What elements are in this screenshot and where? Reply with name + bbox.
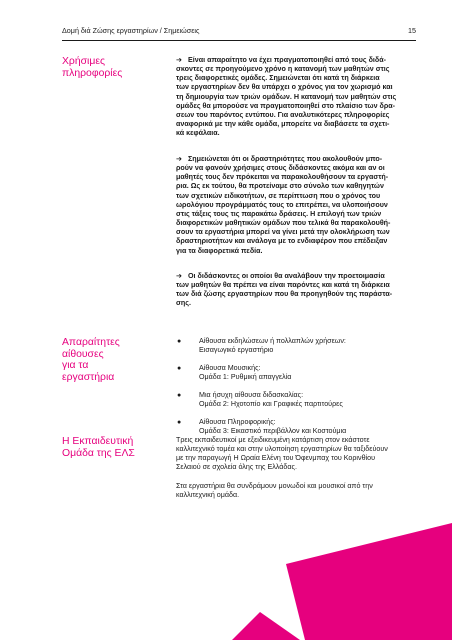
label-line: πληροφορίες: [62, 67, 123, 79]
arrow-right-icon: ➔: [176, 272, 182, 280]
para-line: των διά ζώσης εργαστηρίων που θα προηγηθούν της παράστα-: [176, 290, 393, 299]
label-line: Χρήσιμες: [62, 56, 105, 67]
para-line: Τρεις εκπαιδευτικοί με εξειδικευμένη κατάρτιση στον εκάστοτε: [176, 436, 370, 444]
para-line: καλλιτεχνικό τομέα και στην υλοποίηση εργαστηρίων θα ταξιδεύουν: [176, 445, 388, 454]
room-detail: Ομάδα 3: Εικαστικό περιβάλλον και Κοστούμια: [199, 427, 347, 436]
para-line: σκοντες σε προηγούμενο χρόνο η κατανομή των μαθητών στις: [176, 65, 390, 74]
magenta-shape-right: [286, 523, 452, 640]
arrow-right-icon: ➔: [176, 155, 182, 163]
para-line: των μαθητών θα πρέπει να είναι παρόντες και κατά τη διάρκεια: [176, 281, 390, 290]
para-line: σουν τα εργαστήρια μπορεί να γίνει μετά την ολοκλήρωση των: [176, 228, 390, 237]
bullet-icon: ●: [177, 392, 182, 399]
bullet-icon: ●: [177, 365, 182, 372]
room-detail: Εισαγωγικό εργαστήριο: [199, 346, 274, 355]
bullet-icon: ●: [177, 338, 182, 345]
room-detail: Ομάδα 2: Ηχοτοπίο και Γραφικές παρτιτούρες: [199, 400, 343, 409]
para-line: ρούν να φανούν χρήσιμες στους διδάσκοντες ακόμα και αν οι: [176, 164, 385, 173]
page-number: 15: [408, 26, 416, 35]
room-detail: Ομάδα 1: Ρυθμική απαγγελία: [199, 373, 292, 382]
label-line: Απαραίτητες: [62, 337, 120, 348]
label-line: για τα: [62, 360, 89, 372]
room-title: Αίθουσα εκδηλώσεων ή πολλαπλών χρήσεων:: [199, 337, 346, 345]
para-line: αναφορικά με την κάθε ομάδα, μπορείτε να διαβάσετε τα σχετι-: [176, 120, 390, 129]
para-line: σης.: [176, 299, 191, 308]
label-line: αίθουσες: [62, 348, 104, 360]
para-line: των σχετικών ειδικοτήτων, σε περίπτωση που ο χρόνος του: [176, 191, 381, 200]
para-line: καλλιτεχνική ομάδα.: [176, 491, 240, 500]
para-line: για τα διαφορετικά πεδία.: [176, 246, 263, 255]
para-line: δραστηριοτήτων και ανάλογα με το ενδιαφέρον που επέδειξαν: [176, 237, 388, 246]
para-line: ομάδες θα μπορούσε να πραγματοποιηθεί στο πλαίσιο των δρα-: [176, 101, 396, 110]
label-line: εργαστήρια: [62, 371, 115, 383]
label-line: Η Εκπαιδευτική: [62, 436, 134, 447]
para-line: Σελαιού σε σχολεία όλης της Ελλάδας.: [176, 463, 297, 472]
para-line: τη δημιουργία των τριών ομάδων. Η κατανομή των μαθητών στις: [176, 92, 397, 101]
para-line: μαθητές τους δεν πρόκειται να παρακολουθήσουν τα εργαστή-: [176, 173, 389, 182]
para-line: ➔ Σημειώνεται ότι οι δραστηριότητες που ακολουθούν μπο-: [176, 155, 383, 163]
label-line: Ομάδα της ΕΛΣ: [62, 447, 135, 459]
room-title: Αίθουσα Μουσικής:: [199, 364, 261, 372]
para-line: στις τάξεις τους τις παρακάτω δράσεις. Η επιλογή των τριών: [176, 209, 382, 218]
para-line: των εργαστηρίων δεν θα υπάρχει ο χρόνος για τον χωρισμό και: [176, 83, 393, 92]
magenta-shape-small: [232, 612, 300, 640]
para-line: ➔ Είναι απαραίτητο να έχει πραγματοποιηθεί από τους διδά-: [176, 56, 386, 64]
document-title: Δομή διά Ζώσης εργαστηρίων / Σημειώσεις: [62, 26, 200, 35]
para-line: ➔ Οι διδάσκοντες οι οποίοι θα αναλάβουν την προετοιμασία: [176, 272, 385, 280]
room-title: Αίθουσα Πληροφορικής:: [199, 418, 276, 426]
para-line: τρεις διαφορετικές ομάδες. Σημειώνεται ότι κατά τη διάρκεια: [176, 74, 380, 83]
para-line: με την παραγωγή Η Ωραία Ελένη του Όφενμπαχ του Κορινθίου: [176, 454, 376, 463]
para-line: σεων του παρόντος εντύπου. Για αναλυτικότερες πληροφορίες: [176, 110, 390, 119]
para-line: διαφορετικών μαθητικών ομάδων που τελικά θα παρακολουθή-: [176, 219, 391, 228]
bullet-icon: ●: [177, 419, 182, 426]
para-line: ρια. Ως εκ τούτου, θα προτείναμε στο σύνολο των καθηγητών: [176, 182, 384, 191]
para-line: ωρολόγιου προγράμματός τους το επιτρέπει, να υλοποιήσουν: [176, 200, 388, 209]
room-title: Μια ήσυχη αίθουσα διδασκαλίας:: [199, 391, 304, 399]
para-line: κά κεφάλαια.: [176, 129, 220, 138]
arrow-right-icon: ➔: [176, 56, 182, 64]
para-line: Στα εργαστήρια θα συνδράμουν μονωδοί και μουσικοί από την: [176, 482, 373, 490]
